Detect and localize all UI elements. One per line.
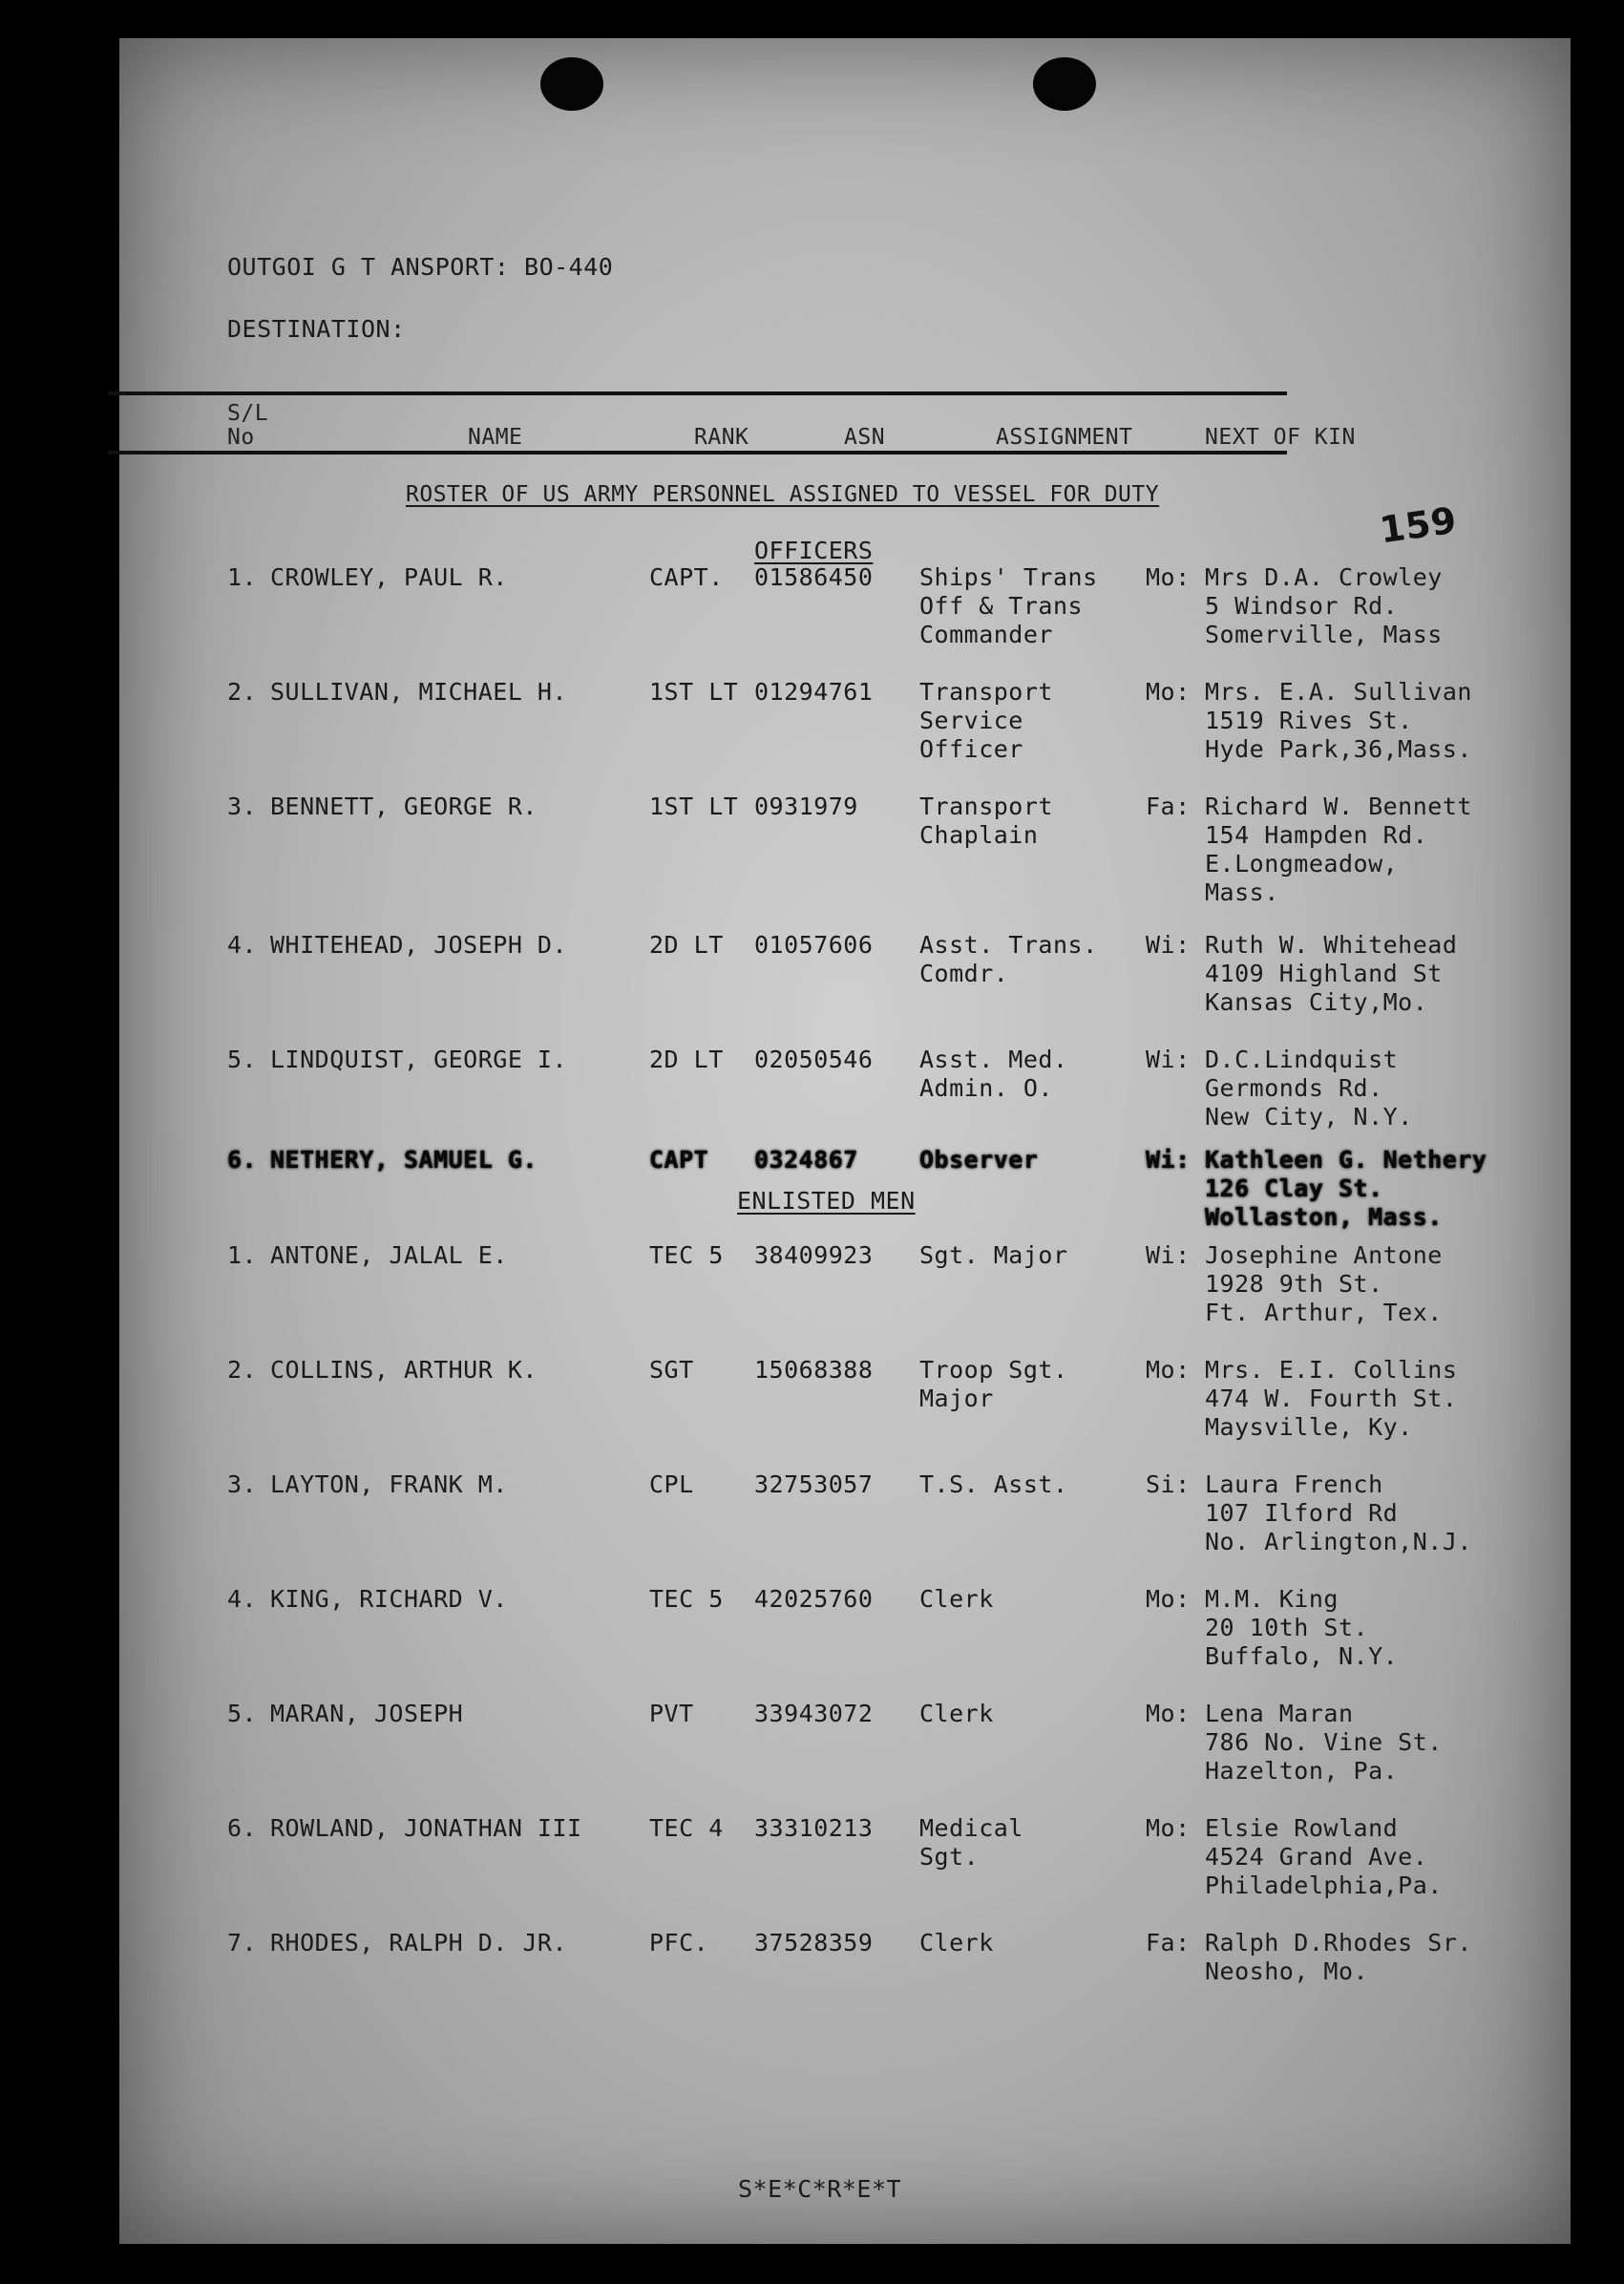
roster-entry-assignment: Troop Sgt. [919,1356,1068,1384]
roster-entry-next-of-kin: Neosho, Mo. [1205,1957,1369,1985]
roster-entry-number: 2. [227,678,258,706]
roster-entry-next-of-kin: 1928 9th St. [1205,1270,1383,1298]
roster-entry-assignment: Sgt. Major [919,1241,1068,1269]
roster-entry-relation: Wi: [1146,1146,1191,1174]
roster-entry-asn: 15068388 [754,1356,874,1384]
roster-entry-next-of-kin: Mrs D.A. Crowley [1205,563,1443,591]
roster-entry-asn: 38409923 [754,1241,874,1269]
roster-entry-next-of-kin: 20 10th St. [1205,1614,1369,1641]
roster-entry-relation: Fa: [1146,793,1191,820]
roster-entry-relation: Mo: [1146,1700,1191,1727]
roster-entry-relation: Mo: [1146,1356,1191,1384]
roster-entry-assignment: Admin. O. [919,1074,1053,1102]
roster-entry-relation: Mo: [1146,563,1191,591]
roster-entry-rank: 1ST LT [649,678,739,706]
roster-entry-next-of-kin: 474 W. Fourth St. [1205,1385,1458,1412]
roster-entry-assignment: Commander [919,621,1053,648]
roster-entry-next-of-kin: Maysville, Ky. [1205,1413,1413,1441]
roster-entry-asn: 0324867 [754,1146,858,1174]
roster-entry-number: 6. [227,1814,258,1842]
roster-entry-name: ROWLAND, JONATHAN III [270,1814,582,1842]
roster-entry-next-of-kin: Hazelton, Pa. [1205,1757,1399,1785]
roster-entry-rank: 2D LT [649,1046,724,1073]
roster-entry-next-of-kin: New City, N.Y. [1205,1103,1413,1131]
roster-entry-assignment: Major [919,1385,994,1412]
roster-entry-asn: 0931979 [754,793,858,820]
roster-entry-next-of-kin: Ralph D.Rhodes Sr. [1205,1929,1472,1956]
roster-entry-rank: CPL [649,1470,694,1498]
roster-entry-number: 7. [227,1929,258,1956]
header-rule-top [108,391,1287,395]
roster-entry-assignment: Asst. Med. [919,1046,1068,1073]
roster-entry-name: ANTONE, JALAL E. [270,1241,508,1269]
punch-hole [540,57,603,111]
roster-entry-number: 3. [227,793,258,820]
roster-entry-name: WHITEHEAD, JOSEPH D. [270,931,568,959]
roster-entry-name: LAYTON, FRANK M. [270,1470,508,1498]
roster-entry-rank: TEC 4 [649,1814,724,1842]
roster-entry-relation: Fa: [1146,1929,1191,1956]
roster-entry-next-of-kin: Wollaston, Mass. [1205,1203,1443,1231]
roster-entry-next-of-kin: Hyde Park,36,Mass. [1205,735,1472,763]
roster-entry-number: 1. [227,1241,258,1269]
roster-entry-number: 2. [227,1356,258,1384]
roster-entry-name: COLLINS, ARTHUR K. [270,1356,538,1384]
roster-entry-next-of-kin: 126 Clay St. [1205,1174,1383,1202]
document-page [119,38,1571,2244]
roster-entry-next-of-kin: Mrs. E.A. Sullivan [1205,678,1472,706]
roster-entry-assignment: Service [919,707,1023,734]
roster-entry-next-of-kin: Richard W. Bennett [1205,793,1472,820]
outgoing-transport-label: OUTGOI G T ANSPORT: BO-440 [227,253,614,281]
roster-entry-assignment: Asst. Trans. [919,931,1098,959]
col-sl: S/L [227,401,269,426]
roster-entry-asn: 42025760 [754,1585,874,1613]
roster-entry-next-of-kin: Ft. Arthur, Tex. [1205,1299,1443,1326]
roster-entry-next-of-kin: M.M. King [1205,1585,1339,1613]
roster-entry-assignment: Clerk [919,1700,994,1727]
roster-entry-rank: PVT [649,1700,694,1727]
roster-entry-number: 4. [227,1585,258,1613]
roster-entry-relation: Mo: [1146,678,1191,706]
roster-entry-asn: 01586450 [754,563,874,591]
col-next-of-kin: NEXT OF KIN [1205,425,1356,450]
roster-entry-name: MARAN, JOSEPH [270,1700,464,1727]
roster-entry-asn: 37528359 [754,1929,874,1956]
roster-entry-next-of-kin: 107 Ilford Rd [1205,1499,1399,1527]
roster-entry-next-of-kin: Kathleen G. Nethery [1205,1146,1487,1174]
roster-entry-next-of-kin: Laura French [1205,1470,1383,1498]
roster-entry-number: 5. [227,1046,258,1073]
roster-entry-next-of-kin: E.Longmeadow, [1205,850,1399,878]
roster-entry-next-of-kin: Buffalo, N.Y. [1205,1642,1399,1670]
roster-entry-assignment: Comdr. [919,960,1009,987]
roster-entry-next-of-kin: Somerville, Mass [1205,621,1443,648]
secret-footer: S*E*C*R*E*T [738,2175,902,2203]
roster-entry-assignment: T.S. Asst. [919,1470,1068,1498]
page-number: 159 [1377,498,1460,552]
roster-entry-asn: 01057606 [754,931,874,959]
roster-entry-assignment: Sgt. [919,1843,980,1871]
roster-entry-assignment: Officer [919,735,1023,763]
roster-entry-rank: TEC 5 [649,1585,724,1613]
roster-entry-assignment: Observer [919,1146,1039,1174]
roster-entry-number: 3. [227,1470,258,1498]
roster-entry-name: RHODES, RALPH D. JR. [270,1929,568,1956]
roster-entry-assignment: Off & Trans [919,592,1084,620]
roster-entry-name: CROWLEY, PAUL R. [270,563,508,591]
roster-entry-next-of-kin: D.C.Lindquist [1205,1046,1399,1073]
officers-heading: OFFICERS [754,537,874,564]
roster-entry-rank: 2D LT [649,931,724,959]
roster-entry-asn: 02050546 [754,1046,874,1073]
roster-entry-next-of-kin: 786 No. Vine St. [1205,1728,1443,1756]
roster-entry-assignment: Transport [919,678,1053,706]
roster-entry-next-of-kin: 5 Windsor Rd. [1205,592,1399,620]
roster-entry-asn: 32753057 [754,1470,874,1498]
enlisted-heading: ENLISTED MEN [737,1187,916,1215]
roster-entry-rank: SGT [649,1356,694,1384]
roster-entry-asn: 33943072 [754,1700,874,1727]
roster-entry-assignment: Chaplain [919,821,1039,849]
roster-entry-rank: TEC 5 [649,1241,724,1269]
roster-entry-number: 6. [227,1146,258,1174]
roster-entry-next-of-kin: Elsie Rowland [1205,1814,1399,1842]
roster-entry-next-of-kin: 4524 Grand Ave. [1205,1843,1428,1871]
roster-entry-relation: Mo: [1146,1585,1191,1613]
roster-entry-assignment: Clerk [919,1585,994,1613]
roster-entry-next-of-kin: Josephine Antone [1205,1241,1443,1269]
col-assignment: ASSIGNMENT [996,425,1133,450]
col-asn: ASN [844,425,886,450]
roster-entry-rank: PFC. [649,1929,709,1956]
roster-entry-next-of-kin: Germonds Rd. [1205,1074,1383,1102]
roster-title: ROSTER OF US ARMY PERSONNEL ASSIGNED TO VESSEL FOR DUTY [406,482,1160,507]
roster-entry-next-of-kin: 4109 Highland St [1205,960,1443,987]
destination-label: DESTINATION: [227,315,406,343]
punch-hole [1033,57,1096,111]
roster-entry-number: 4. [227,931,258,959]
roster-entry-name: SULLIVAN, MICHAEL H. [270,678,568,706]
roster-entry-rank: 1ST LT [649,793,739,820]
roster-entry-next-of-kin: Mrs. E.I. Collins [1205,1356,1458,1384]
roster-entry-name: NETHERY, SAMUEL G. [270,1146,538,1174]
roster-entry-next-of-kin: Kansas City,Mo. [1205,988,1428,1016]
roster-entry-relation: Si: [1146,1470,1191,1498]
col-rank: RANK [694,425,749,450]
roster-entry-asn: 33310213 [754,1814,874,1842]
roster-entry-next-of-kin: Mass. [1205,878,1279,906]
roster-entry-next-of-kin: Philadelphia,Pa. [1205,1872,1443,1899]
roster-entry-next-of-kin: 154 Hampden Rd. [1205,821,1428,849]
roster-entry-assignment: Clerk [919,1929,994,1956]
roster-entry-relation: Wi: [1146,931,1191,959]
col-name: NAME [468,425,523,450]
roster-entry-rank: CAPT. [649,563,724,591]
roster-entry-relation: Wi: [1146,1046,1191,1073]
roster-entry-name: BENNETT, GEORGE R. [270,793,538,820]
roster-entry-asn: 01294761 [754,678,874,706]
roster-entry-next-of-kin: Lena Maran [1205,1700,1354,1727]
roster-entry-assignment: Ships' Trans [919,563,1098,591]
roster-entry-relation: Wi: [1146,1241,1191,1269]
roster-entry-name: LINDQUIST, GEORGE I. [270,1046,568,1073]
col-no: No [227,425,255,450]
roster-entry-number: 5. [227,1700,258,1727]
roster-entry-relation: Mo: [1146,1814,1191,1842]
header-rule-bottom [108,451,1287,455]
roster-entry-number: 1. [227,563,258,591]
roster-entry-next-of-kin: No. Arlington,N.J. [1205,1528,1472,1555]
roster-entry-assignment: Transport [919,793,1053,820]
roster-entry-name: KING, RICHARD V. [270,1585,508,1613]
roster-entry-next-of-kin: Ruth W. Whitehead [1205,931,1458,959]
roster-entry-assignment: Medical [919,1814,1023,1842]
roster-entry-rank: CAPT [649,1146,709,1174]
roster-entry-next-of-kin: 1519 Rives St. [1205,707,1413,734]
